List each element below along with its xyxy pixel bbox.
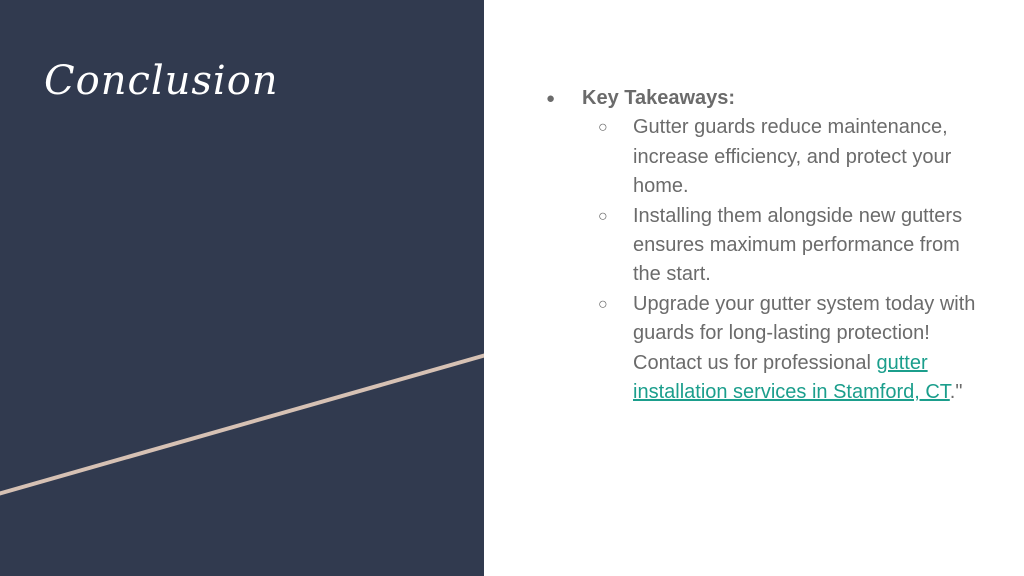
takeaway-item <box>540 113 990 201</box>
hollow-bullet-icon: ○ <box>598 119 608 137</box>
takeaway-text: Installing them alongside new gutters ensures maximum performance from the start. <box>633 204 963 286</box>
slide-title: Conclusion <box>44 58 279 104</box>
takeaway-item <box>540 290 990 408</box>
takeaways-heading: Key Takeaways: <box>582 87 736 109</box>
gutter-installation-link[interactable]: gutter installation services in Stamford, CT <box>633 351 950 404</box>
filled-bullet-icon: ● <box>546 90 556 107</box>
takeaway-item <box>540 202 990 290</box>
left-panel <box>0 0 484 576</box>
takeaway-text-end: ." <box>949 381 963 404</box>
takeaways-list <box>540 113 990 407</box>
hollow-bullet-icon: ○ <box>598 207 608 225</box>
takeaway-text: Gutter guards reduce maintenance, increase efficiency, and protect your home. <box>633 116 952 198</box>
takeaway-text: Upgrade your gutter system today with guards for long-lasting protection! Contact us for professional <box>633 292 976 374</box>
takeaways-content <box>540 84 990 407</box>
hollow-bullet-icon: ○ <box>598 295 608 313</box>
takeaways-heading-row <box>540 84 990 113</box>
